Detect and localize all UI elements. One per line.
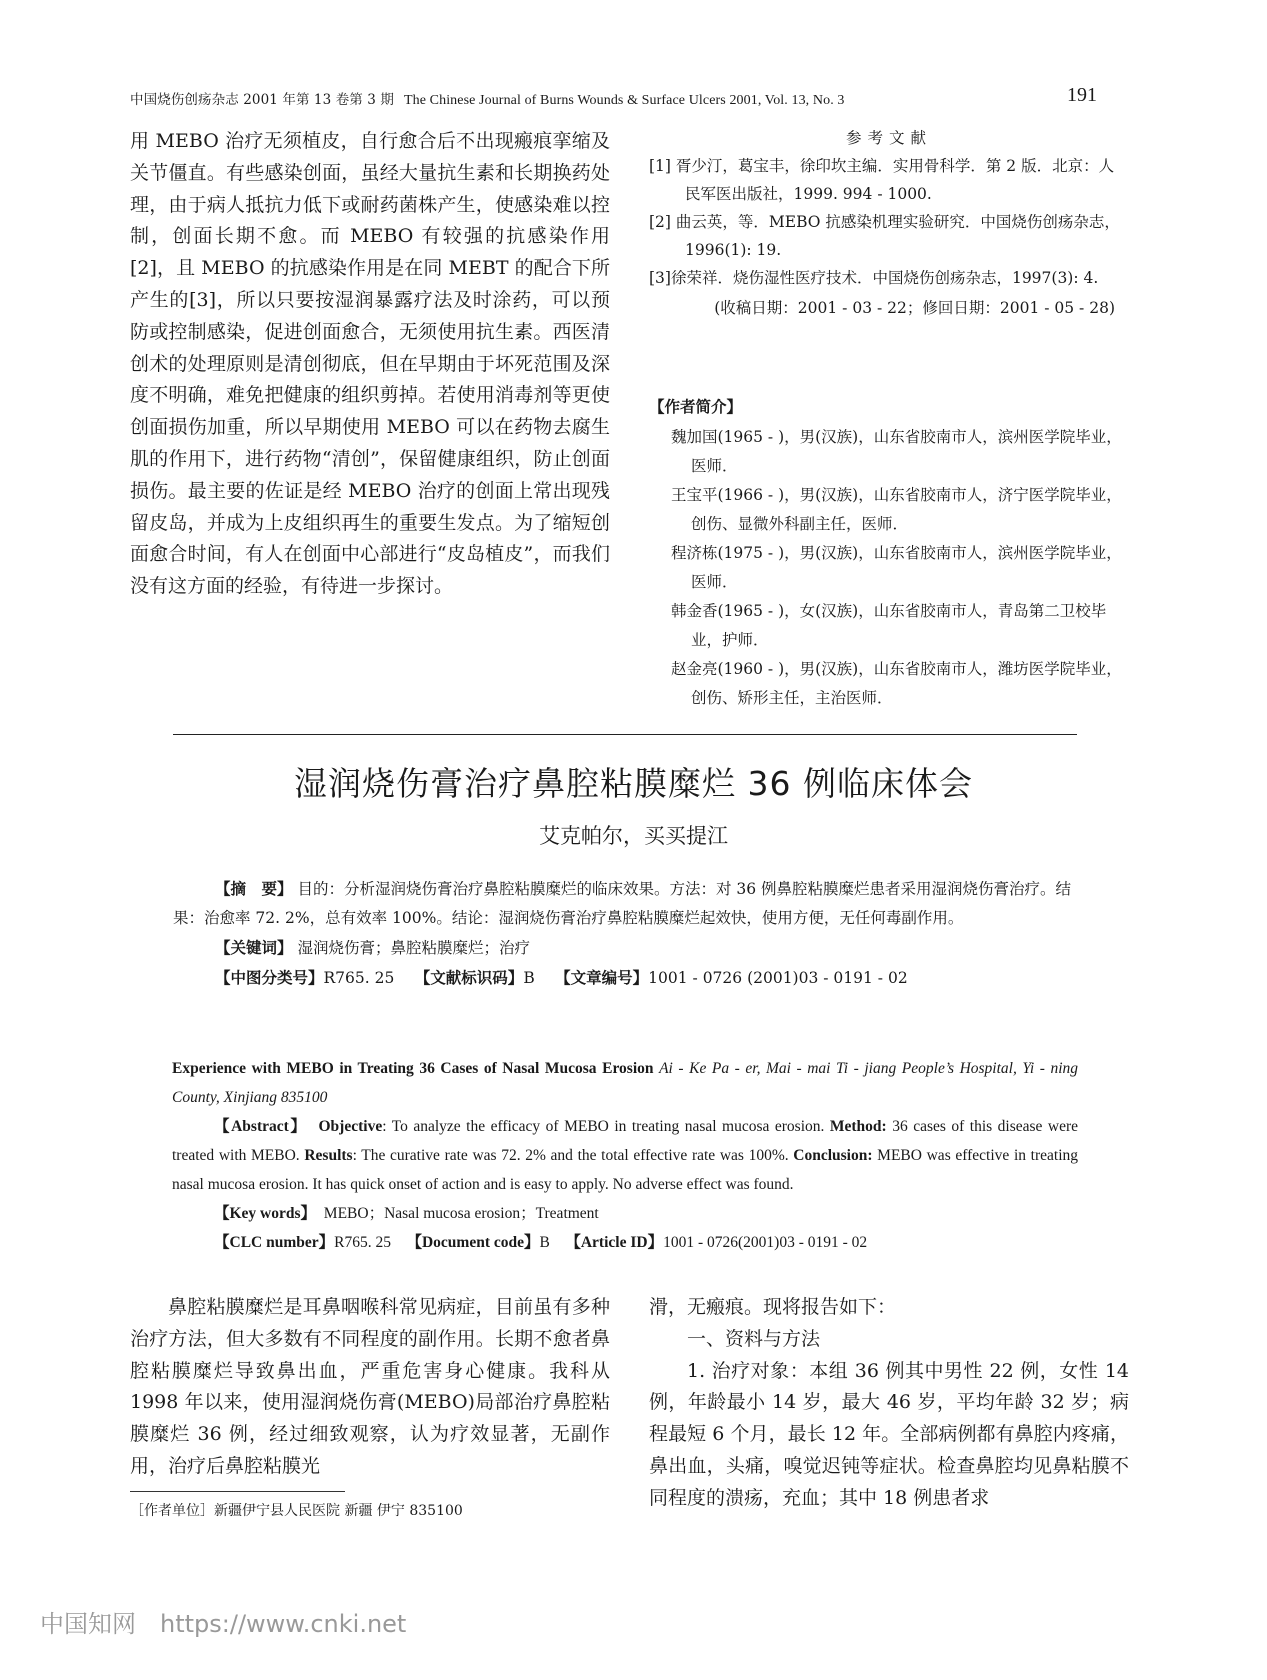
journal-cn: 中国烧伤创疡杂志 2001 年第 13 卷第 3 期 <box>130 92 394 108</box>
objective-label: Objective <box>318 1118 383 1135</box>
article-title: 湿润烧伤膏治疗鼻腔粘膜糜烂 36 例临床体会 <box>294 764 973 803</box>
english-keywords-label: 【Key words】 <box>214 1205 317 1222</box>
reference-item: [3]徐荣祥．烧伤湿性医疗技术．中国烧伤创疡杂志，1997(3): 4. <box>649 269 1099 287</box>
keywords-text: 湿润烧伤膏；鼻腔粘膜糜烂；治疗 <box>297 939 530 957</box>
left-column-top <box>130 126 610 603</box>
author-profiles <box>649 392 1129 713</box>
english-clc-value: R765. 25 <box>334 1234 391 1251</box>
author-profile: 程济栋(1975 - )，男(汉族)，山东省胶南市人，滨州医学院毕业，医师． <box>671 544 1122 591</box>
classification-line <box>173 963 1077 993</box>
keywords-line <box>173 933 1077 963</box>
author-profile: 魏加国(1965 - )，男(汉族)，山东省胶南市人，滨州医学院毕业，医师． <box>671 428 1122 475</box>
english-title-line <box>172 1054 1078 1112</box>
author-profile: 王宝平(1966 - )，男(汉族)，山东省胶南市人，济宁医学院毕业，创伤、显微外科副主任，医师． <box>671 486 1122 533</box>
english-classification-line <box>172 1228 1078 1257</box>
method-text: 36 cases of this disease were treated with MEBO. <box>172 1118 1079 1164</box>
watermark-url: https://www.cnki.net <box>160 1610 407 1638</box>
english-affiliation: Ai - Ke Pa - er, Mai - mai Ti - jiang People’s Hospital, Yi - ning County, Xinjiang 835100 <box>172 1060 1079 1106</box>
clc-label: 【中图分类号】 <box>215 968 324 987</box>
left-column-bottom <box>130 1292 610 1483</box>
conclusion-text: MEBO was effective in treating nasal mucosa erosion. It has quick onset of action and is easy to apply. No adverse effect was found. <box>172 1147 1078 1193</box>
reference-item: [1] 胥少汀，葛宝丰，徐印坎主编．实用骨科学．第 2 版．北京：人民军医出版社，1999. 994 - 1000. <box>649 157 1115 203</box>
body-continuation: 滑，无瘢痕。现将报告如下： <box>649 1296 897 1318</box>
references <box>649 124 1129 322</box>
author-profile: 赵金亮(1960 - )，男(汉族)，山东省胶南市人，潍坊医学院毕业，创伤、矫形主任，主治医师． <box>671 660 1122 707</box>
english-articleid-value: 1001 - 0726(2001)03 - 0191 - 02 <box>663 1234 868 1251</box>
body-paragraph: 鼻腔粘膜糜烂是耳鼻咽喉科常见病症，目前虽有多种治疗方法，但大多数有不同程度的副作用。长期不愈者鼻腔粘膜糜烂导致鼻出血，严重危害身心健康。我科从 1998 年以来，使用湿润烧伤膏(MEBO)局部治疗鼻腔粘膜糜烂 36 例，经过细致观察，认为疗效显著，无副作用，治疗后鼻腔粘膜光 <box>130 1296 610 1477</box>
chinese-abstract <box>173 874 1077 993</box>
body-paragraph: 1. 治疗对象：本组 36 例其中男性 22 例，女性 14 例，年龄最小 14 岁，最大 46 岁，平均年龄 32 岁；病程最短 6 个月，最长 12 年。全部病例都有鼻腔内疼痛，鼻出血，头痛，嗅觉迟钝等症状。检查鼻腔均见鼻粘膜不同程度的溃疡，充血；其中 18 例患者求 <box>649 1359 1129 1509</box>
objective-text: : To analyze the efficacy of MEBO in treating nasal mucosa erosion. <box>382 1118 825 1135</box>
english-keywords-line <box>172 1199 1078 1228</box>
received-dates: (收稿日期：2001 - 03 - 22；修回日期：2001 - 05 - 28) <box>714 299 1115 317</box>
author-profiles-title: 【作者简介】 <box>649 397 743 416</box>
section-heading: 一、资料与方法 <box>687 1327 821 1350</box>
running-header <box>130 88 845 109</box>
english-keywords-text: MEBO；Nasal mucosa erosion；Treatment <box>323 1205 599 1222</box>
cnki-watermark <box>40 1604 406 1639</box>
english-abstract-label: 【Abstract】 <box>214 1118 308 1135</box>
page-number: 191 <box>1067 84 1097 106</box>
keywords-label: 【关键词】 <box>215 938 293 957</box>
abstract-text: 目的：分析湿润烧伤膏治疗鼻腔粘膜糜烂的临床效果。方法：对 36 例鼻腔粘膜糜烂患者采用湿润烧伤膏治疗。结果：治愈率 72. 2%，总有效率 100%。结论：湿润烧伤膏治疗鼻腔粘膜糜烂起效快，使用方便，无任何毒副作用。 <box>173 880 1072 927</box>
body-paragraph: 用 MEBO 治疗无须植皮，自行愈合后不出现瘢痕挛缩及关节僵直。有些感染创面，虽经大量抗生素和长期换药处理，由于病人抵抗力低下或耐药菌株产生，使感染难以控制，创面长期不愈。而 MEBO 有较强的抗感染作用[2]，且 MEBO 的抗感染作用是在同 MEBT 的配合下所产生的[3]，所以只要按湿润暴露疗法及时涂药，可以预防或控制感染，促进创面愈合，无须使用抗生素。西医清创术的处理原则是清创彻底，但在早期由于坏死范围及深度不明确，难免把健康的组织剪掉。若使用消毒剂等更使创面损伤加重，所以早期使用 MEBO 可以在药物去腐生肌的作用下，进行药物“清创”，保留健康组织，防止创面损伤。最主要的佐证是经 MEBO 治疗的创面上常出现残留皮岛，并成为上皮组织再生的重要生发点。为了缩短创面愈合时间，有人在创面中心部进行“皮岛植皮”，而我们没有这方面的经验，有待进一步探讨。 <box>130 130 610 598</box>
results-label: Results <box>304 1147 353 1164</box>
footnote-rule <box>130 1491 345 1492</box>
doccode-label: 【文献标识码】 <box>414 968 524 987</box>
english-title: Experience with MEBO in Treating 36 Cases of Nasal Mucosa Erosion <box>172 1060 654 1077</box>
english-abstract <box>172 1054 1078 1257</box>
english-clc-label: 【CLC number】 <box>214 1234 335 1251</box>
english-abstract-paragraph <box>172 1112 1078 1199</box>
english-doccode-label: 【Document code】 <box>406 1234 540 1251</box>
footnote-affiliation: ［作者单位］新疆伊宁县人民医院 新疆 伊宁 835100 <box>130 1503 463 1519</box>
english-doccode-value: B <box>539 1234 550 1251</box>
section-divider <box>173 734 1077 735</box>
results-text: : The curative rate was 72. 2% and the total effective rate was 100%. <box>352 1147 789 1164</box>
english-articleid-label: 【Article ID】 <box>565 1234 664 1251</box>
abstract-paragraph <box>173 874 1077 933</box>
articleno-label: 【文章编号】 <box>555 968 649 987</box>
method-label: Method: <box>829 1118 887 1135</box>
abstract-label: 【摘 要】 <box>215 879 293 898</box>
references-title: 参考文献 <box>845 129 932 147</box>
watermark-brand: 中国知网 <box>40 1610 136 1638</box>
right-column-bottom <box>649 1292 1129 1515</box>
articleno-value: 1001 - 0726 (2001)03 - 0191 - 02 <box>648 969 908 987</box>
author-profile: 韩金香(1965 - )，女(汉族)，山东省胶南市人，青岛第二卫校毕业，护师． <box>671 602 1107 649</box>
doccode-value: B <box>523 969 535 987</box>
article-authors: 艾克帕尔，买买提江 <box>539 824 728 848</box>
reference-item: [2] 曲云英，等．MEBO 抗感染机理实验研究．中国烧伤创疡杂志，1996(1): 19. <box>649 213 1120 259</box>
journal-en: The Chinese Journal of Burns Wounds & Surface Ulcers 2001, Vol. 13, No. 3 <box>403 93 845 108</box>
clc-value: R765. 25 <box>323 969 395 987</box>
conclusion-label: Conclusion: <box>793 1147 873 1164</box>
